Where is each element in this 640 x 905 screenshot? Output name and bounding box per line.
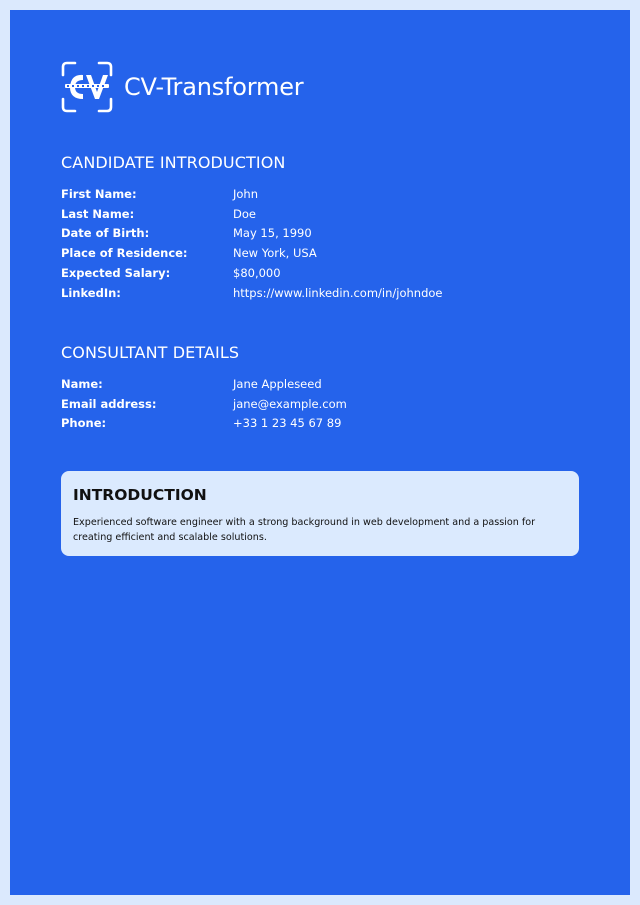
candidate-section-title: CANDIDATE INTRODUCTION — [61, 153, 286, 172]
field-row — [61, 283, 581, 303]
field-value: Jane Appleseed — [233, 376, 322, 391]
field-label: Place of Residence: — [61, 246, 188, 261]
field-row — [61, 204, 581, 224]
cv-page — [10, 10, 630, 895]
brand-header — [61, 61, 303, 113]
phone-value: +33 1 23 45 67 89 — [233, 416, 342, 431]
brand-name: CV-Transformer — [124, 73, 304, 101]
field-value: May 15, 1990 — [233, 226, 312, 241]
field-row — [61, 224, 581, 244]
field-label: Email address: — [61, 396, 157, 411]
consultant-section — [61, 343, 581, 433]
field-label: Name: — [61, 376, 103, 391]
consultant-section-title: CONSULTANT DETAILS — [61, 343, 240, 362]
field-row — [61, 243, 581, 263]
field-value: $80,000 — [233, 266, 281, 281]
field-row — [61, 263, 581, 283]
candidate-section — [61, 153, 581, 303]
field-label: Phone: — [61, 416, 107, 431]
introduction-title: INTRODUCTION — [73, 486, 207, 504]
field-label: Last Name: — [61, 206, 135, 221]
email-value[interactable]: jane@example.com — [233, 396, 347, 411]
introduction-text: Experienced software engineer with a strong background in web development and a passion for creating efficient and scalable solutions. — [73, 517, 536, 543]
field-value: John — [233, 186, 259, 201]
field-label: Date of Birth: — [61, 226, 150, 241]
field-row — [61, 374, 581, 394]
field-label: Expected Salary: — [61, 266, 171, 281]
linkedin-url[interactable]: https://www.linkedin.com/in/johndoe — [233, 285, 443, 300]
introduction-card — [61, 471, 579, 556]
field-value: Doe — [233, 206, 256, 221]
field-row — [61, 394, 581, 414]
field-label: LinkedIn: — [61, 285, 121, 300]
field-row — [61, 414, 581, 434]
field-label: First Name: — [61, 186, 137, 201]
cv-transformer-logo-icon — [61, 61, 113, 113]
field-row — [61, 184, 581, 204]
field-value: New York, USA — [233, 246, 317, 261]
